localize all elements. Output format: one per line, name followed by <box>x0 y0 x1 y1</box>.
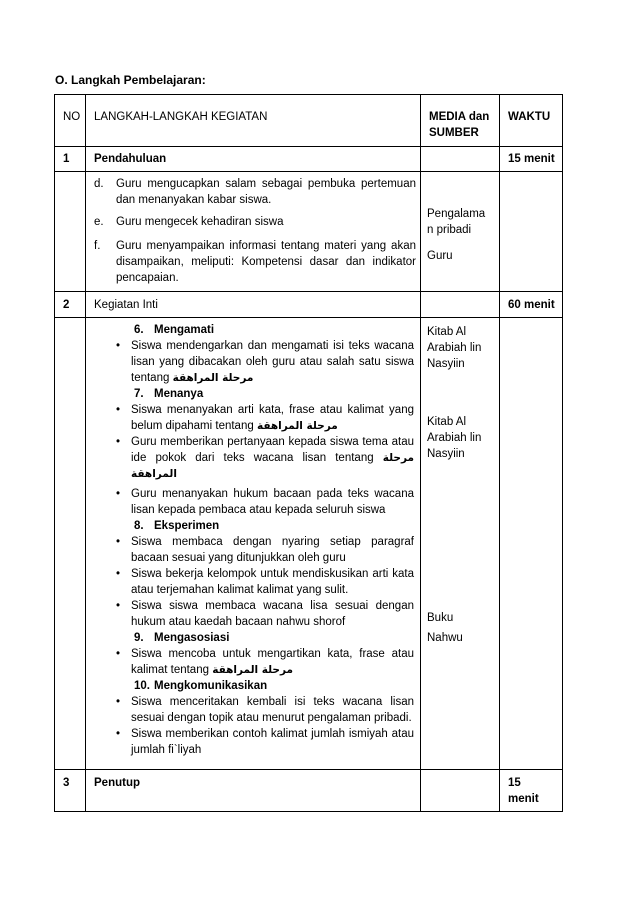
penutup-row <box>55 770 563 812</box>
inti-time: 60 menit <box>500 292 563 318</box>
step-title: 9. Mengasosiasi <box>134 632 230 644</box>
list-item: • Siswa mendengarkan dan mengamati isi teks wacana lisan yang dibacakan oleh guru atau salah satu siswa tentang مرحلة المراهقة <box>116 340 414 384</box>
inti-no: 2 <box>55 292 86 318</box>
list-item: • Siswa menceritakan kembali isi teks wacana lisan sesuai dengan topik atau menurut pengalaman pribadi. <box>116 696 414 724</box>
penutup-no: 3 <box>55 770 86 812</box>
header-kegiatan: LANGKAH-LANGKAH KEGIATAN <box>94 111 268 123</box>
header-media-line2: SUMBER <box>429 127 479 139</box>
list-item: • Siswa membaca dengan nyaring setiap paragraf bacaan sesuai yang ditunjukkan oleh guru <box>116 536 414 564</box>
pendahuluan-media-line2: n pribadi <box>427 224 472 236</box>
step-title: 6. Mengamati <box>134 324 215 336</box>
list-item: • Siswa siswa membaca wacana lisa sesuai dengan hukum atau kaedah bacaan nahwu shorof <box>116 600 414 628</box>
step-title: 8. Eksperimen <box>134 520 220 532</box>
pendahuluan-title: Pendahuluan <box>86 147 421 172</box>
list-item: • Guru menanyakan hukum bacaan pada teks wacana lisan kepada pembaca atau kepada seluruh siswa <box>116 488 414 516</box>
step-title: 10. Mengkomunikasikan <box>134 680 268 692</box>
step-title: 7. Menanya <box>134 388 204 400</box>
penutup-title: Penutup <box>86 770 421 812</box>
header-no: NO <box>63 111 81 123</box>
inti-media-2: Kitab Al Arabiah lin Nasyiin <box>427 416 482 460</box>
list-item: • Siswa mencoba untuk mengartikan kata, frase atau kalimat tentang مرحلة المراهقة <box>116 648 414 676</box>
inti-title: Kegiatan Inti <box>86 292 421 318</box>
list-item: e. Guru mengecek kehadiran siswa <box>94 216 284 228</box>
inti-media-1: Kitab Al Arabiah lin Nasyiin <box>427 326 482 370</box>
header-waktu: WAKTU <box>508 111 551 123</box>
penutup-time-line1: 15 <box>508 777 521 789</box>
inti-title-row <box>55 292 563 318</box>
pendahuluan-no: 1 <box>55 147 86 172</box>
learning-steps-table <box>54 94 563 812</box>
header-row <box>55 95 563 147</box>
inti-media-3: Buku Nahwu <box>427 612 463 644</box>
pendahuluan-media-line3: Guru <box>427 250 453 262</box>
list-item: • Siswa menanyakan arti kata, frase atau kalimat yang belum dipahami tentang مرحلة المراهقة <box>116 404 414 432</box>
list-item: • Siswa bekerja kelompok untuk mendiskusikan arti kata atau terjemahan kalimat kalimat yang sulit. <box>116 568 414 596</box>
pendahuluan-content-row <box>55 172 563 292</box>
pendahuluan-time: 15 menit <box>500 147 563 172</box>
list-item: • Guru memberikan pertanyaan kepada siswa tema atau ide pokok dari teks wacana lisan tentang مرحلة المراهقة <box>116 436 414 480</box>
pendahuluan-title-row <box>55 147 563 172</box>
pendahuluan-media-line1: Pengalama <box>427 208 486 220</box>
list-item: f. Guru menyampaikan informasi tentang materi yang akan disampaikan, meliputi: Kompetensi dasar dan indikator pencapaian. <box>94 240 416 284</box>
header-media-line1: MEDIA dan <box>429 111 490 123</box>
section-heading: O. Langkah Pembelajaran: <box>55 73 206 87</box>
list-item: d. Guru mengucapkan salam sebagai pembuka pertemuan dan menanyakan kabar siswa. <box>94 178 416 206</box>
penutup-time-line2: menit <box>508 793 539 805</box>
list-item: • Siswa memberikan contoh kalimat jumlah ismiyah atau jumlah fi`liyah <box>116 728 414 756</box>
inti-content-row <box>55 318 563 770</box>
